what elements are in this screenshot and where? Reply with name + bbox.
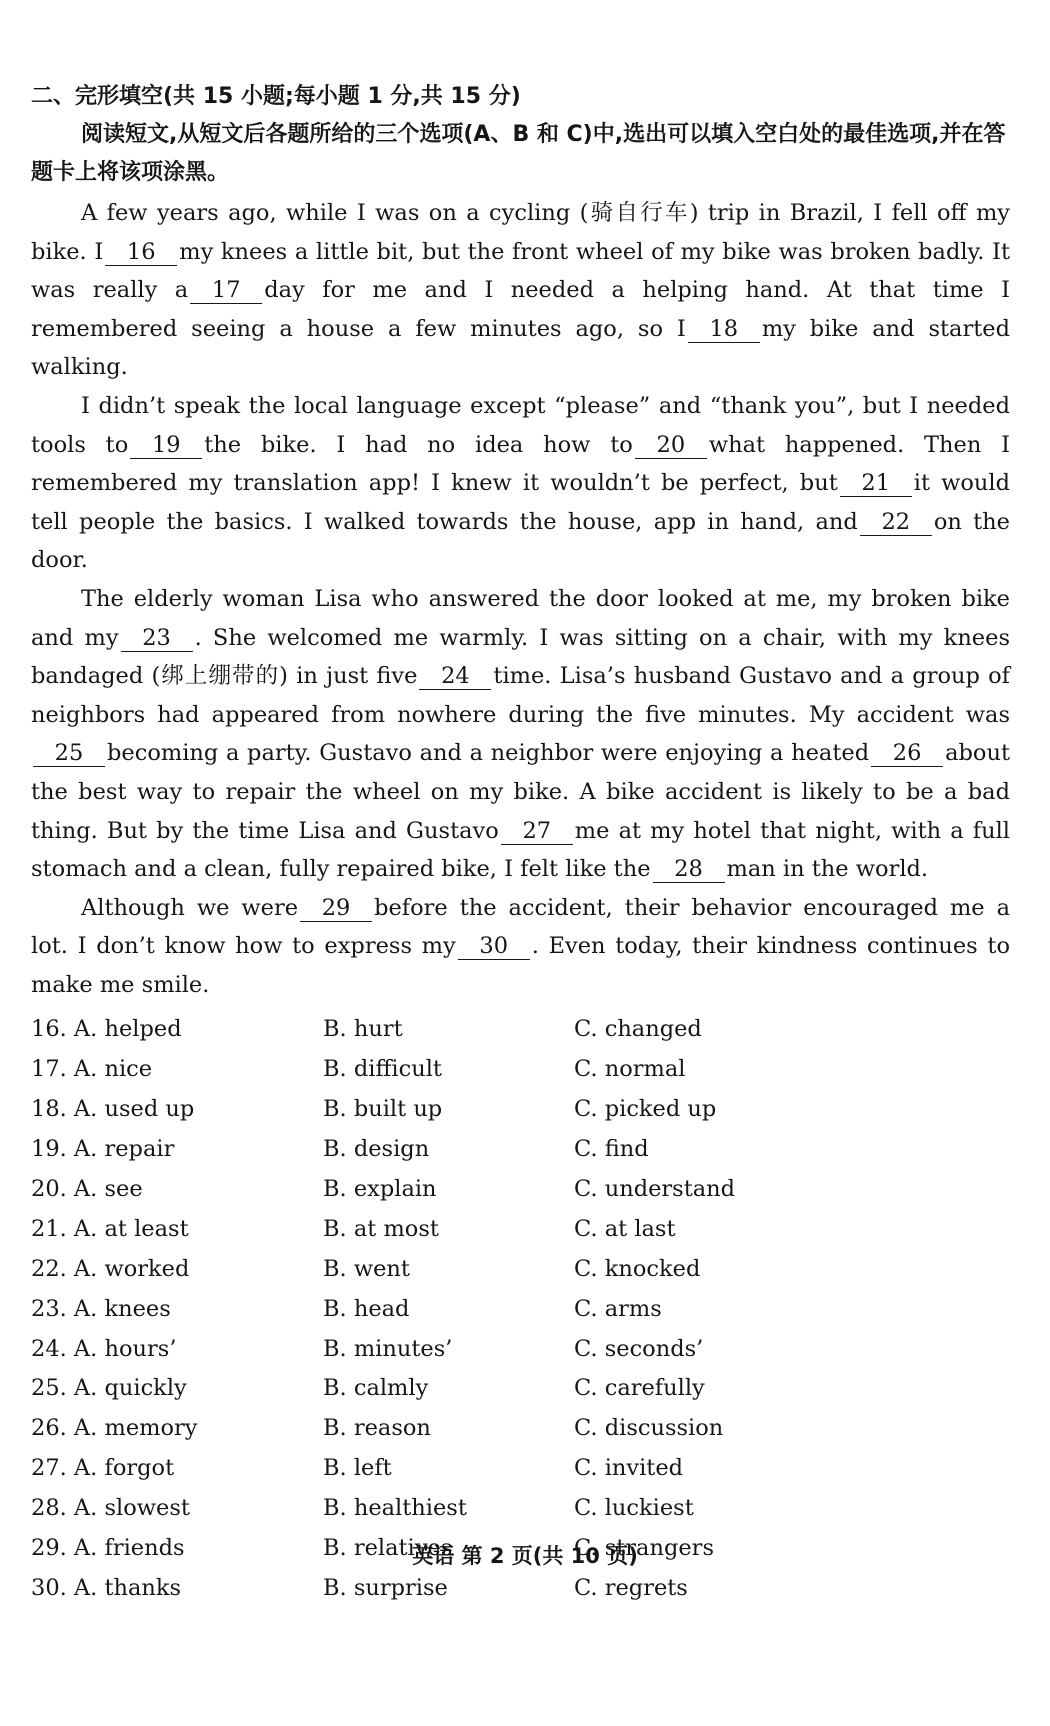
option-b: B. at most (323, 1215, 439, 1242)
blank-30: 30 (458, 933, 530, 960)
option-b: B. built up (323, 1096, 443, 1123)
option-a: 29. A. friends (31, 1535, 185, 1562)
option-c: C. changed (574, 1016, 702, 1043)
option-row (31, 1130, 1010, 1170)
option-a: 21. A. at least (31, 1215, 189, 1242)
option-c: C. regrets (574, 1574, 688, 1601)
blank-21: 21 (840, 470, 912, 497)
blank-22: 22 (860, 509, 932, 536)
option-c: C. understand (574, 1176, 736, 1203)
option-row (31, 1170, 1010, 1210)
blank-16: 16 (105, 239, 177, 266)
blank-23: 23 (121, 625, 193, 652)
option-b: B. head (323, 1295, 410, 1322)
option-a: 22. A. worked (31, 1255, 190, 1282)
page-footer: 英语 第 2 页(共 10 页) (412, 1544, 638, 1568)
blank-17: 17 (190, 277, 262, 304)
option-b: B. went (323, 1255, 410, 1282)
option-c: C. picked up (574, 1096, 717, 1123)
option-b: B. healthiest (323, 1495, 467, 1522)
paragraph-3: The elderly woman Lisa who answered the door looked at me, my broken bike and my 23 . She welcomed me warmly. I was sitting on a chair, with my knees bandaged (绑上绷带的) in just five 24 time. Lisa’s husband Gustavo and a group of neighbors had appeared from nowhere during the five minutes. My accident was25 becoming a party. Gustavo and a neighbor were enjoying a heated 26 about the best way to repair the wheel on my bike. A bike accident is likely to be a bad thing. But by the time Lisa and Gustavo 27 me at my hotel that night, with a full stomach and a clean, fully repaired bike, I felt like the 28 man in the world. (31, 585, 1010, 883)
option-b: B. design (323, 1136, 430, 1163)
option-a: 16. A. helped (31, 1016, 182, 1043)
option-row (31, 1090, 1010, 1130)
section-instruction: 阅读短文,从短文后各题所给的三个选项(A、B 和 C)中,选出可以填入空白处的最佳选项,并在答题卡上将该项涂黑。 (31, 122, 1006, 185)
option-row (31, 1210, 1010, 1250)
option-c: C. seconds’ (574, 1335, 704, 1362)
option-b: B. hurt (323, 1016, 403, 1043)
option-row (31, 1489, 1010, 1529)
option-b: B. explain (323, 1176, 437, 1203)
option-a: 17. A. nice (31, 1056, 153, 1083)
option-row (31, 1569, 1010, 1609)
option-a: 18. A. used up (31, 1096, 195, 1123)
option-c: C. strangers (574, 1535, 714, 1562)
option-a: 24. A. hours’ (31, 1335, 177, 1362)
option-row (31, 1010, 1010, 1050)
option-c: C. carefully (574, 1375, 705, 1402)
option-b: B. surprise (323, 1574, 448, 1601)
answer-options (31, 1010, 1010, 1608)
paragraph-1: A few years ago, while I was on a cycling (骑自行车) trip in Brazil, I fell off my bike. I 16 my knees a little bit, but the front wheel of my bike was broken badly. It was really a 17 day for me and I needed a helping hand. At that time I remembered seeing a house a few minutes ago, so I 18 my bike and started walking. (31, 200, 1010, 381)
option-c: C. find (574, 1136, 649, 1163)
option-b: B. left (323, 1455, 392, 1482)
option-c: C. arms (574, 1295, 662, 1322)
option-c: C. luckiest (574, 1495, 694, 1522)
blank-24: 24 (419, 663, 491, 690)
option-c: C. normal (574, 1056, 686, 1083)
option-a: 27. A. forgot (31, 1455, 175, 1482)
cloze-passage (31, 194, 1010, 1004)
blank-28: 28 (653, 856, 725, 883)
option-row (31, 1409, 1010, 1449)
option-a: 19. A. repair (31, 1136, 175, 1163)
option-row (31, 1330, 1010, 1370)
option-a: 20. A. see (31, 1176, 143, 1203)
blank-25: 25 (33, 740, 105, 767)
blank-18: 18 (688, 316, 760, 343)
option-a: 25. A. quickly (31, 1375, 187, 1402)
option-row (31, 1449, 1010, 1489)
option-row (31, 1290, 1010, 1330)
blank-29: 29 (300, 895, 372, 922)
option-b: B. calmly (323, 1375, 429, 1402)
option-a: 30. A. thanks (31, 1574, 182, 1601)
option-b: B. relatives (323, 1535, 453, 1562)
section-title: 二、完形填空(共 15 小题;每小题 1 分,共 15 分) (31, 84, 521, 109)
option-a: 23. A. knees (31, 1295, 171, 1322)
option-c: C. invited (574, 1455, 684, 1482)
option-row (31, 1050, 1010, 1090)
option-c: C. knocked (574, 1255, 701, 1282)
blank-20: 20 (635, 432, 707, 459)
blank-19: 19 (130, 432, 202, 459)
blank-27: 27 (501, 818, 573, 845)
paragraph-2: I didn’t speak the local language except “please” and “thank you”, but I needed tools to 19 the bike. I had no idea how to 20 what happened. Then I remembered my translation app! I knew it wouldn’t be perfect, but 21 it would tell people the basics. I walked towards the house, app in hand, and 22 on the door. (31, 392, 1010, 574)
blank-26: 26 (871, 740, 943, 767)
option-b: B. minutes’ (323, 1335, 453, 1362)
option-a: 26. A. memory (31, 1415, 198, 1442)
option-row (31, 1250, 1010, 1290)
option-c: C. at last (574, 1215, 676, 1242)
option-a: 28. A. slowest (31, 1495, 190, 1522)
paragraph-4: Although we were 29 before the accident, their behavior encouraged me a lot. I don’t know how to express my 30 . Even today, their kindness continues to make me smile. (31, 894, 1010, 998)
option-c: C. discussion (574, 1415, 724, 1442)
option-row (31, 1369, 1010, 1409)
option-b: B. difficult (323, 1056, 442, 1083)
option-b: B. reason (323, 1415, 431, 1442)
